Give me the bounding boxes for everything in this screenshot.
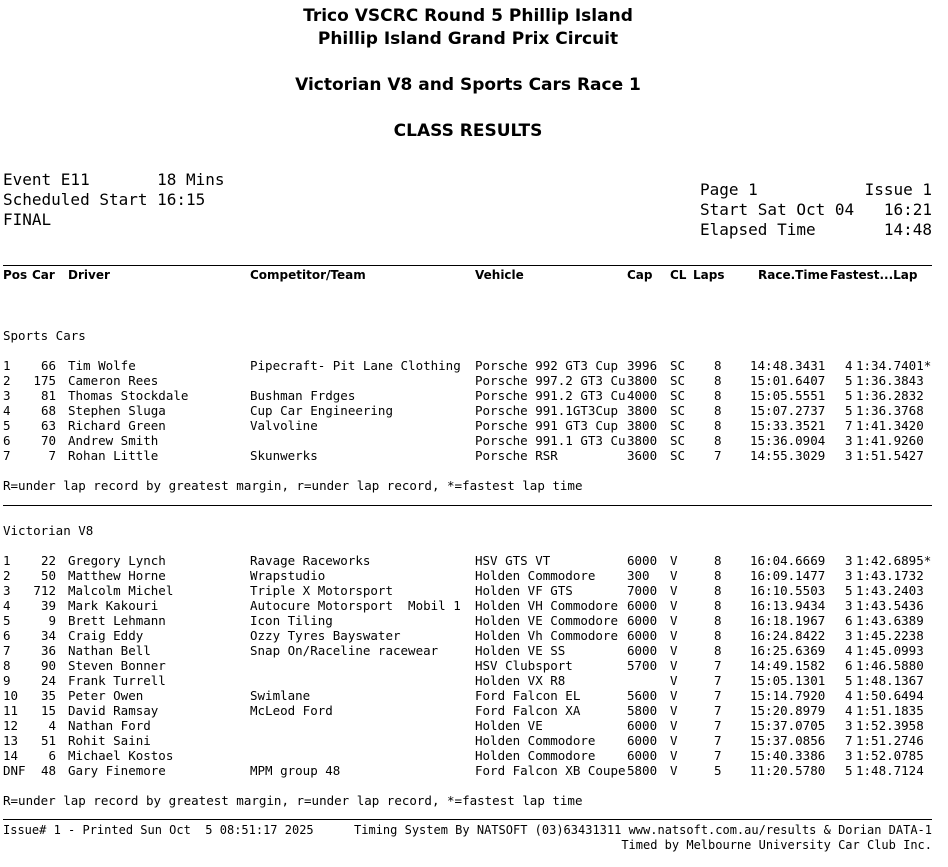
cell-race-time: 15:05.1301 (750, 673, 826, 688)
cell-driver: Craig Eddy (68, 628, 144, 643)
cell-cap: 6000 (627, 733, 658, 748)
cell-car: 66 (40, 358, 56, 373)
cell-car: 90 (40, 658, 56, 673)
cell-fl-lap: 5 (845, 673, 853, 688)
cell-cap: 6000 (627, 718, 658, 733)
cell-car: 63 (40, 418, 56, 433)
col-race-time: Race.Time (758, 268, 829, 282)
col-pos: Pos (3, 268, 28, 282)
cell-laps: 7 (714, 448, 722, 463)
cell-laps: 8 (714, 568, 722, 583)
table-row (0, 613, 948, 628)
issue-number: Issue 1 (864, 180, 932, 199)
cell-fl-time: 1:52.0785 (856, 748, 924, 763)
cell-driver: Rohan Little (68, 448, 159, 463)
cell-cl: SC (670, 418, 686, 433)
cell-pos: 4 (3, 403, 11, 418)
cell-cap: 4000 (627, 388, 658, 403)
cell-vehicle: Holden Vh Commodore (475, 628, 618, 643)
section-heading-victorian-v8: Victorian V8 (3, 523, 94, 538)
cell-fl-lap: 4 (845, 358, 853, 373)
cell-pos: 4 (3, 598, 11, 613)
cell-driver: Malcolm Michel (68, 583, 174, 598)
cell-laps: 8 (714, 403, 722, 418)
cell-fl-time: 1:41.9260 (856, 433, 924, 448)
cell-fl-lap: 6 (845, 613, 853, 628)
cell-laps: 8 (714, 433, 722, 448)
cell-team: Snap On/Raceline racewear (250, 643, 439, 658)
table-row (0, 658, 948, 673)
table-row (0, 583, 948, 598)
elapsed-time-label: Elapsed Time (700, 220, 816, 239)
cell-vehicle: Holden Commodore (475, 568, 596, 583)
cell-pos: 11 (3, 703, 19, 718)
cell-vehicle: HSV Clubsport (475, 658, 573, 673)
cell-laps: 7 (714, 748, 722, 763)
cell-fl-time: 1:36.3843 (856, 373, 924, 388)
cell-fl-time: 1:45.0993 (856, 643, 924, 658)
cell-pos: 6 (3, 628, 11, 643)
cell-laps: 8 (714, 358, 722, 373)
cell-cap: 5700 (627, 658, 658, 673)
table-row (0, 673, 948, 688)
cell-race-time: 15:14.7920 (750, 688, 826, 703)
document-title-line1: Trico VSCRC Round 5 Phillip Island (303, 6, 633, 26)
cell-driver: Gregory Lynch (68, 553, 166, 568)
cell-cl: V (670, 748, 678, 763)
cell-cl: V (670, 763, 678, 778)
cell-fl-time: 1:42.6895* (856, 553, 932, 568)
cell-cl: V (670, 613, 678, 628)
table-row (0, 688, 948, 703)
cell-cap: 6000 (627, 553, 658, 568)
section-heading-sports-cars: Sports Cars (3, 328, 86, 343)
cell-driver: Nathan Ford (68, 718, 151, 733)
table-row (0, 418, 948, 433)
result-status: FINAL (3, 210, 52, 229)
cell-team: Cup Car Engineering (250, 403, 393, 418)
cell-car: 39 (40, 598, 56, 613)
cell-race-time: 15:36.0904 (750, 433, 826, 448)
cell-cap: 3800 (627, 433, 658, 448)
cell-cap: 5800 (627, 703, 658, 718)
cell-fl-time: 1:43.5436 (856, 598, 924, 613)
cell-cl: V (670, 628, 678, 643)
cell-pos: DNF (3, 763, 26, 778)
cell-fl-time: 1:34.7401* (856, 358, 932, 373)
cell-fl-lap: 3 (845, 628, 853, 643)
table-row (0, 643, 948, 658)
cell-driver: Thomas Stockdale (68, 388, 189, 403)
cell-laps: 7 (714, 718, 722, 733)
cell-laps: 8 (714, 553, 722, 568)
cell-fl-lap: 4 (845, 643, 853, 658)
cell-fl-time: 1:48.1367 (856, 673, 924, 688)
cell-cl: V (670, 583, 678, 598)
cell-race-time: 15:01.6407 (750, 373, 826, 388)
cell-fl-time: 1:43.1732 (856, 568, 924, 583)
cell-laps: 8 (714, 388, 722, 403)
cell-race-time: 15:05.5551 (750, 388, 826, 403)
cell-vehicle: Holden VE SS (475, 643, 566, 658)
legend-sports-cars: R=under lap record by greatest margin, r=under lap record, *=fastest lap time (3, 478, 583, 493)
cell-laps: 8 (714, 583, 722, 598)
cell-driver: Steven Bonner (68, 658, 166, 673)
col-vehicle: Vehicle (475, 268, 524, 282)
cell-pos: 6 (3, 433, 11, 448)
cell-pos: 2 (3, 373, 11, 388)
cell-car: 4 (48, 718, 56, 733)
cell-vehicle: Porsche 991.2 GT3 Cu (475, 388, 626, 403)
cell-car: 36 (40, 643, 56, 658)
cell-cap: 6000 (627, 643, 658, 658)
cell-laps: 8 (714, 418, 722, 433)
cell-car: 7 (48, 448, 56, 463)
cell-vehicle: Holden VF GTS (475, 583, 573, 598)
col-cap: Cap (627, 268, 653, 282)
race-title: Victorian V8 and Sports Cars Race 1 (295, 75, 641, 95)
cell-fl-time: 1:36.3768 (856, 403, 924, 418)
cell-driver: Tim Wolfe (68, 358, 136, 373)
cell-race-time: 16:18.1967 (750, 613, 826, 628)
cell-driver: Brett Lehmann (68, 613, 166, 628)
table-row (0, 553, 948, 568)
cell-team: Bushman Frdges (250, 388, 356, 403)
cell-cap: 6000 (627, 613, 658, 628)
cell-driver: Cameron Rees (68, 373, 159, 388)
cell-car: 15 (40, 703, 56, 718)
cell-team: Ravage Raceworks (250, 553, 371, 568)
cell-laps: 7 (714, 673, 722, 688)
cell-cap: 3800 (627, 403, 658, 418)
cell-team: Valvoline (250, 418, 318, 433)
cell-fl-lap: 4 (845, 688, 853, 703)
table-row (0, 433, 948, 448)
cell-pos: 5 (3, 613, 11, 628)
col-class: CL (670, 268, 687, 282)
cell-car: 175 (33, 373, 56, 388)
cell-race-time: 16:09.1477 (750, 568, 826, 583)
cell-vehicle: Porsche RSR (475, 448, 558, 463)
cell-driver: David Ramsay (68, 703, 159, 718)
cell-cap: 5600 (627, 688, 658, 703)
cell-vehicle: HSV GTS VT (475, 553, 551, 568)
cell-pos: 10 (3, 688, 19, 703)
cell-pos: 1 (3, 358, 11, 373)
cell-pos: 3 (3, 388, 11, 403)
cell-pos: 7 (3, 448, 11, 463)
cell-vehicle: Holden VH Commodore (475, 598, 618, 613)
cell-cl: V (670, 718, 678, 733)
cell-fl-lap: 4 (845, 703, 853, 718)
cell-driver: Peter Owen (68, 688, 144, 703)
cell-pos: 9 (3, 673, 11, 688)
cell-car: 81 (40, 388, 56, 403)
cell-cap: 5800 (627, 763, 658, 778)
cell-team: Wrapstudio (250, 568, 326, 583)
cell-pos: 2 (3, 568, 11, 583)
cell-laps: 8 (714, 598, 722, 613)
cell-car: 70 (40, 433, 56, 448)
cell-car: 50 (40, 568, 56, 583)
table-row (0, 718, 948, 733)
cell-race-time: 15:37.0705 (750, 718, 826, 733)
cell-fl-lap: 7 (845, 733, 853, 748)
cell-cap: 300 (627, 568, 650, 583)
table-row (0, 703, 948, 718)
cell-fl-time: 1:51.1835 (856, 703, 924, 718)
table-row (0, 388, 948, 403)
cell-cl: SC (670, 433, 686, 448)
table-row (0, 358, 948, 373)
cell-fl-time: 1:51.2746 (856, 733, 924, 748)
cell-vehicle: Ford Falcon XB Coupe (475, 763, 626, 778)
cell-vehicle: Holden Commodore (475, 748, 596, 763)
cell-car: 24 (40, 673, 56, 688)
cell-car: 68 (40, 403, 56, 418)
cell-fl-lap: 5 (845, 403, 853, 418)
timed-by-credit: Timed by Melbourne University Car Club Inc. (621, 838, 932, 852)
cell-laps: 7 (714, 703, 722, 718)
cell-fl-time: 1:50.6494 (856, 688, 924, 703)
table-row (0, 568, 948, 583)
cell-team: Autocure Motorsport Mobil 1 (250, 598, 461, 613)
cell-pos: 5 (3, 418, 11, 433)
cell-driver: Gary Finemore (68, 763, 166, 778)
cell-car: 48 (40, 763, 56, 778)
cell-race-time: 15:40.3386 (750, 748, 826, 763)
cell-fl-time: 1:41.3420 (856, 418, 924, 433)
cell-race-time: 15:07.2737 (750, 403, 826, 418)
cell-vehicle: Holden VE (475, 718, 543, 733)
cell-laps: 8 (714, 643, 722, 658)
cell-pos: 14 (3, 748, 19, 763)
elapsed-time-value: 14:48 (883, 220, 932, 239)
cell-race-time: 14:55.3029 (750, 448, 826, 463)
start-date: Start Sat Oct 04 (700, 200, 855, 219)
cell-fl-lap: 3 (845, 433, 853, 448)
cell-race-time: 16:24.8422 (750, 628, 826, 643)
cell-vehicle: Porsche 991.1GT3Cup (475, 403, 618, 418)
cell-vehicle: Ford Falcon EL (475, 688, 581, 703)
table-row (0, 748, 948, 763)
cell-team: Ozzy Tyres Bayswater (250, 628, 401, 643)
cell-cl: SC (670, 373, 686, 388)
cell-fl-time: 1:43.2403 (856, 583, 924, 598)
cell-pos: 13 (3, 733, 19, 748)
cell-fl-lap: 6 (845, 658, 853, 673)
cell-team: Triple X Motorsport (250, 583, 393, 598)
cell-laps: 8 (714, 628, 722, 643)
table-row (0, 763, 948, 778)
start-time: 16:21 (883, 200, 932, 219)
col-driver: Driver (68, 268, 110, 282)
footer-divider (3, 819, 932, 820)
event-line: Event E11 18 Mins (3, 170, 225, 189)
cell-cap: 3800 (627, 373, 658, 388)
cell-car: 35 (40, 688, 56, 703)
cell-race-time: 14:49.1582 (750, 658, 826, 673)
cell-pos: 8 (3, 658, 11, 673)
table-row (0, 403, 948, 418)
cell-fl-lap: 3 (845, 448, 853, 463)
table-row (0, 373, 948, 388)
cell-team: Swimlane (250, 688, 311, 703)
cell-cl: V (670, 733, 678, 748)
cell-fl-lap: 3 (845, 718, 853, 733)
cell-car: 6 (48, 748, 56, 763)
cell-cl: SC (670, 358, 686, 373)
cell-race-time: 15:20.8979 (750, 703, 826, 718)
cell-team: Icon Tiling (250, 613, 333, 628)
cell-laps: 7 (714, 658, 722, 673)
cell-fl-time: 1:43.6389 (856, 613, 924, 628)
cell-cap: 6000 (627, 748, 658, 763)
cell-driver: Andrew Smith (68, 433, 159, 448)
cell-fl-lap: 7 (845, 418, 853, 433)
header-divider (3, 265, 932, 266)
cell-race-time: 16:25.6369 (750, 643, 826, 658)
cell-car: 22 (40, 553, 56, 568)
class-results-heading: CLASS RESULTS (393, 121, 543, 141)
cell-race-time: 15:37.0856 (750, 733, 826, 748)
cell-vehicle: Porsche 991.1 GT3 Cu (475, 433, 626, 448)
cell-cl: V (670, 703, 678, 718)
cell-race-time: 16:04.6669 (750, 553, 826, 568)
cell-vehicle: Porsche 997.2 GT3 Cu (475, 373, 626, 388)
table-row (0, 628, 948, 643)
cell-cl: V (670, 688, 678, 703)
cell-cap: 6000 (627, 598, 658, 613)
document-title-line2: Phillip Island Grand Prix Circuit (317, 29, 619, 49)
cell-pos: 12 (3, 718, 19, 733)
cell-team: McLeod Ford (250, 703, 333, 718)
col-fastest-lap: Fastest...Lap (830, 268, 918, 282)
cell-laps: 8 (714, 613, 722, 628)
col-car: Car (32, 268, 55, 282)
cell-race-time: 15:33.3521 (750, 418, 826, 433)
cell-race-time: 16:10.5503 (750, 583, 826, 598)
cell-cl: V (670, 673, 678, 688)
cell-cl: V (670, 598, 678, 613)
cell-cl: SC (670, 448, 686, 463)
cell-driver: Rohit Saini (68, 733, 151, 748)
section-divider (3, 505, 932, 506)
cell-laps: 7 (714, 733, 722, 748)
timing-system-credit: Timing System By NATSOFT (03)63431311 www.natsoft.com.au/results & Dorian DATA-1 (354, 823, 932, 837)
cell-cap: 3996 (627, 358, 658, 373)
cell-fl-lap: 5 (845, 388, 853, 403)
cell-cl: V (670, 643, 678, 658)
cell-laps: 5 (714, 763, 722, 778)
cell-fl-lap: 5 (845, 583, 853, 598)
scheduled-start: Scheduled Start 16:15 (3, 190, 206, 209)
cell-car: 712 (33, 583, 56, 598)
cell-cl: SC (670, 388, 686, 403)
cell-driver: Frank Turrell (68, 673, 166, 688)
cell-cap: 6000 (627, 628, 658, 643)
cell-race-time: 16:13.9434 (750, 598, 826, 613)
cell-fl-lap: 3 (845, 553, 853, 568)
cell-team: Pipecraft- Pit Lane Clothing (250, 358, 461, 373)
cell-vehicle: Holden VE Commodore (475, 613, 618, 628)
cell-cl: V (670, 568, 678, 583)
cell-vehicle: Holden VX R8 (475, 673, 566, 688)
cell-car: 9 (48, 613, 56, 628)
table-row (0, 598, 948, 613)
cell-fl-lap: 5 (845, 763, 853, 778)
cell-fl-lap: 3 (845, 598, 853, 613)
cell-team: Skunwerks (250, 448, 318, 463)
cell-vehicle: Porsche 991 GT3 Cup (475, 418, 618, 433)
cell-race-time: 11:20.5780 (750, 763, 826, 778)
cell-team: MPM group 48 (250, 763, 341, 778)
cell-fl-time: 1:45.2238 (856, 628, 924, 643)
legend-victorian-v8: R=under lap record by greatest margin, r=under lap record, *=fastest lap time (3, 793, 583, 808)
cell-fl-lap: 5 (845, 373, 853, 388)
cell-cap: 3800 (627, 418, 658, 433)
cell-vehicle: Porsche 992 GT3 Cup (475, 358, 618, 373)
cell-cl: SC (670, 403, 686, 418)
page-number: Page 1 (700, 180, 758, 199)
cell-driver: Stephen Sluga (68, 403, 166, 418)
cell-pos: 1 (3, 553, 11, 568)
cell-driver: Mark Kakouri (68, 598, 159, 613)
cell-laps: 7 (714, 688, 722, 703)
cell-race-time: 14:48.3431 (750, 358, 826, 373)
cell-fl-time: 1:51.5427 (856, 448, 924, 463)
table-row (0, 448, 948, 463)
cell-driver: Richard Green (68, 418, 166, 433)
cell-driver: Matthew Horne (68, 568, 166, 583)
cell-vehicle: Ford Falcon XA (475, 703, 581, 718)
col-team: Competitor/Team (250, 268, 366, 282)
cell-vehicle: Holden Commodore (475, 733, 596, 748)
cell-car: 34 (40, 628, 56, 643)
cell-laps: 8 (714, 373, 722, 388)
cell-cl: V (670, 658, 678, 673)
table-row (0, 733, 948, 748)
cell-driver: Michael Kostos (68, 748, 174, 763)
cell-driver: Nathan Bell (68, 643, 151, 658)
print-info: Issue# 1 - Printed Sun Oct 5 08:51:17 2025 (3, 823, 314, 837)
cell-cap: 3600 (627, 448, 658, 463)
cell-cl: V (670, 553, 678, 568)
cell-fl-time: 1:36.2832 (856, 388, 924, 403)
cell-fl-time: 1:46.5880 (856, 658, 924, 673)
cell-fl-lap: 3 (845, 748, 853, 763)
cell-fl-lap: 3 (845, 568, 853, 583)
col-laps: Laps (693, 268, 725, 282)
cell-fl-time: 1:48.7124 (856, 763, 924, 778)
cell-cap: 7000 (627, 583, 658, 598)
cell-pos: 3 (3, 583, 11, 598)
cell-fl-time: 1:52.3958 (856, 718, 924, 733)
cell-car: 51 (40, 733, 56, 748)
cell-pos: 7 (3, 643, 11, 658)
